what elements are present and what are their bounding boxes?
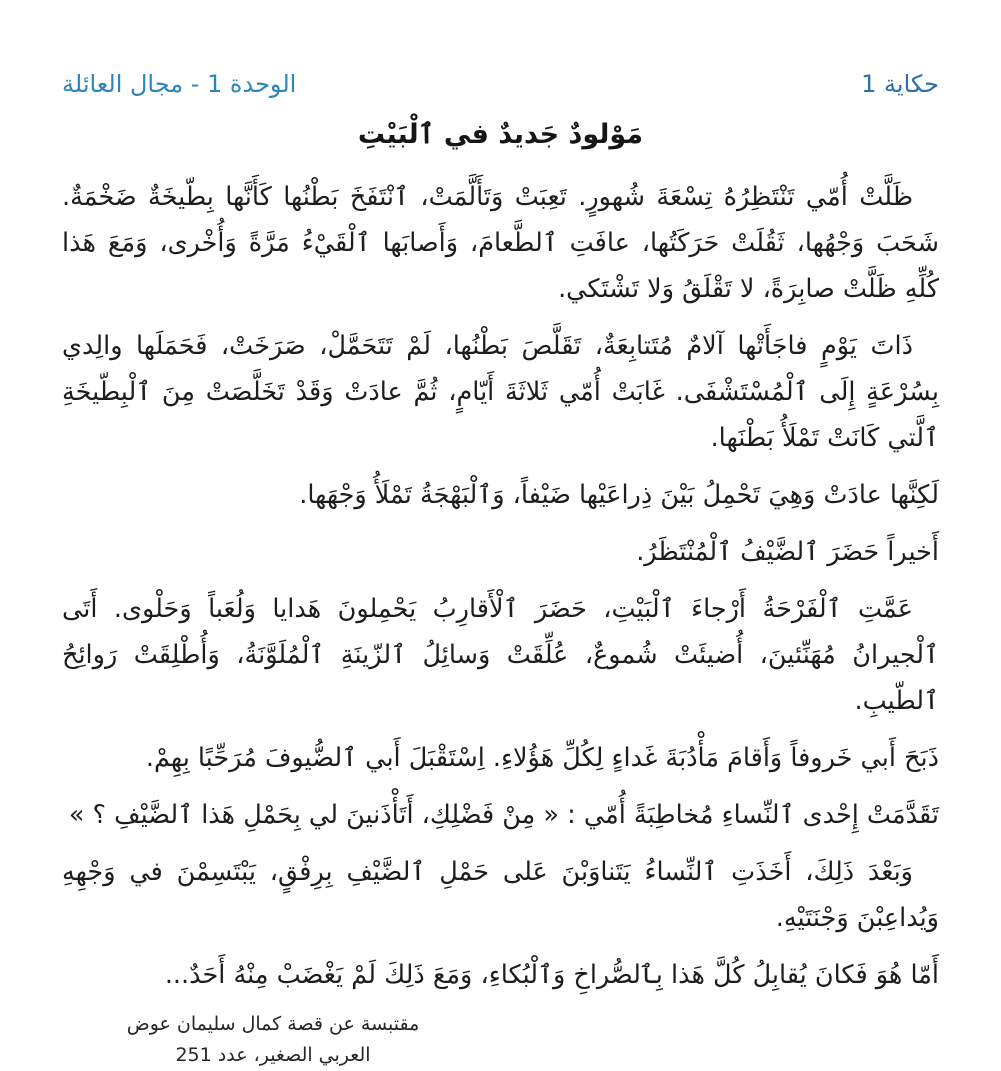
attribution-issue-line: العربي الصغير، عدد 251 [175, 1044, 371, 1066]
story-paragraph: أَمّا هُوَ فَكانَ يُقابِلُ كُلَّ هَذا بِٱلصُّراخِ وَٱلْبُكاءِ، وَمَعَ ذَلِكَ لَمْ يَغْضَبْ مِنْهُ أَحَدٌ... [164, 960, 939, 990]
story-paragraph: عَمَّتِ ٱلْفَرْحَةُ أَرْجاءَ ٱلْبَيْتِ، حَضَرَ ٱلْأَقارِبُ يَحْمِلونَ هَدايا وَلُعَباً وَحَلْوى. أَتَى ٱلْجيرانُ مُهَنِّئينَ، أُضيئَتْ شُموعٌ، عُلِّقَتْ وَسائِلُ ٱلزّينَةِ ٱلْمُلَوَّنَةُ، وَأُطْلِقَتْ رَوائِحُ ٱلطّيبِ. [62, 594, 939, 716]
page-header [62, 70, 939, 98]
story-number-label: حكاية 1 [861, 70, 939, 98]
attribution-source-line: مقتبسة عن قصة كمال سليمان عوض [126, 1013, 420, 1035]
story-paragraph: لَكِنَّها عادَتْ وَهِيَ تَحْمِلُ بَيْنَ ذِراعَيْها ضَيْفاً، وَٱلْبَهْجَةُ تَمْلَأُ وَجْهَها. [299, 480, 939, 510]
story-paragraph: تَقَدَّمَتْ إِحْدى ٱلنِّساءِ مُخاطِبَةً أُمّي : « مِنْ فَضْلِكِ، أَتَأْذَنينَ لي بِحَمْلِ هَذا ٱلضَّيْفِ ؟ » [68, 800, 939, 830]
story-paragraph: ذَاتَ يَوْمٍ فاجَأَتْها آلامٌ مُتَتابِعَةٌ، تَقَلَّصَ بَطْنُها، لَمْ تَتَحَمَّلْ، صَرَخَتْ، فَحَمَلَها والِدي بِسُرْعَةٍ إِلَى ٱلْمُسْتَشْفَى. غَابَتْ أُمّي ثَلاثَةَ أَيّامٍ، ثُمَّ عادَتْ وَقَدْ تَخَلَّصَتْ مِنَ ٱلْبِطّيخَةِ ٱلَّتي كَانَتْ تَمْلَأُ بَطْنَها. [62, 331, 939, 453]
story-paragraph: وَبَعْدَ ذَلِكَ، أَخَذَتِ ٱلنِّساءُ يَتَناوَبْنَ عَلى حَمْلِ ٱلضَّيْفِ بِرِفْقٍ، يَبْتَسِمْنَ في وَجْهِهِ وَيُداعِبْنَ وَجْنَتَيْهِ. [62, 857, 939, 933]
story-title: مَوْلودٌ جَديدٌ في ٱلْبَيْتِ [357, 119, 644, 150]
story-paragraph: ظَلَّتْ أُمّي تَنْتَظِرُهُ تِسْعَةَ شُهورٍ. تَعِبَتْ وَتَأَلَّمَتْ، ٱنْتَفَخَ بَطْنُها كَأَنَّها بِطّيخَةٌ ضَخْمَةٌ. شَحَبَ وَجْهُها، ثَقُلَتْ حَرَكَتُها، عافَتِ ٱلطَّعامَ، وَأَصابَها ٱلْقَيْءُ مَرَّةً وَأُخْرى، وَمَعَ هَذا كُلِّهِ ظَلَّتْ صابِرَةً، لا تَقْلَقُ وَلا تَشْتَكي. [62, 182, 939, 304]
story-paragraph: ذَبَحَ أَبي خَروفاً وَأَقامَ مَأْدُبَةَ غَداءٍ لِكُلِّ هَؤُلاءِ. اِسْتَقْبَلَ أَبي ٱلضُّيوفَ مُرَحِّبًا بِهِمْ. [145, 743, 939, 773]
story-body [62, 174, 939, 998]
story-paragraph: أَخيراً حَضَرَ ٱلضَّيْفُ ٱلْمُنْتَظَرُ. [636, 537, 939, 567]
unit-domain-label: الوحدة 1 - مجال العائلة [62, 70, 297, 98]
source-attribution [108, 1009, 438, 1071]
